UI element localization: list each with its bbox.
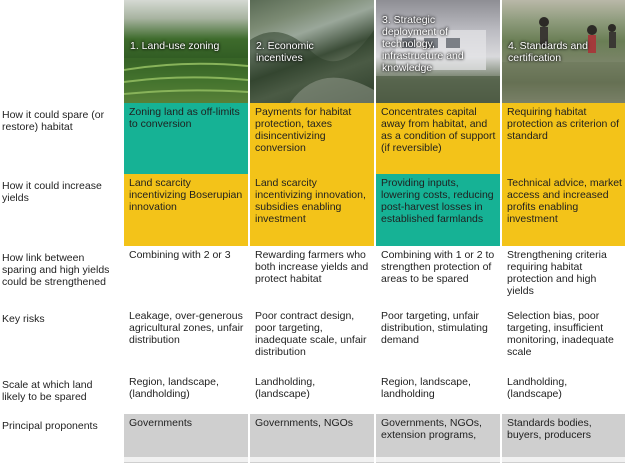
table-cell: Zoning land as off-limits to conversion — [124, 103, 248, 174]
table-cell: Standards bodies, buyers, producers — [502, 414, 625, 463]
table-cell: Region, landscape, (landholding) — [129, 376, 219, 400]
table-cell: Landholding, (landscape) — [255, 376, 316, 400]
table-cell: Landholding, (landscape) — [507, 376, 568, 400]
table-cell: Providing inputs, lowering costs, reducing post-harvest losses in established farmlands — [376, 174, 500, 246]
photo-label-1: 1. Land-use zoning — [130, 40, 220, 52]
table-cell: Leakage, over-generous agricultural zones, unfair distribution — [129, 310, 244, 346]
table-cell: Poor contract design, poor targeting, inadequate scale, unfair distribution — [255, 310, 367, 358]
table-cell: Selection bias, poor targeting, insufficient monitoring, inadequate scale — [507, 310, 614, 358]
row-label-proponents: Principal proponents — [2, 420, 98, 432]
row-label-link-strengthened: How link between sparing and high yields could be strengthened — [2, 252, 110, 288]
row-label-key-risks: Key risks — [2, 313, 45, 325]
table-cell: Payments for habitat protection, taxes disincentivizing conversion — [250, 103, 374, 174]
photo-label-3: 3. Strategic deployment of technology, infrastructure and knowledge — [382, 14, 464, 74]
table-cell: Land scarcity incentivizing Boserupian innovation — [124, 174, 248, 246]
table-cell: Poor targeting, unfair distribution, stimulating demand — [381, 310, 488, 346]
photo-technology-infrastructure — [376, 0, 500, 103]
table-cell: Rewarding farmers who both increase yields and protect habitat — [255, 249, 369, 285]
photo-standards-certification — [502, 0, 625, 103]
photo-land-use-zoning — [124, 0, 248, 103]
table-cell: Technical advice, market access and increased profits enabling investment — [502, 174, 625, 246]
row-label-scale: Scale at which land likely to be spared — [2, 379, 93, 403]
photo-economic-incentives — [250, 0, 374, 103]
table-cell: Combining with 2 or 3 — [129, 249, 231, 261]
row-label-spare-habitat: How it could spare (or restore) habitat — [2, 109, 105, 133]
photo-label-2: 2. Economic incentives — [256, 40, 314, 64]
table-cell: Strengthening criteria requiring habitat protection and high yields — [507, 249, 607, 297]
table-cell: Governments — [124, 414, 248, 463]
header-corner — [0, 0, 122, 103]
bottom-fade — [122, 457, 625, 462]
table-cell: Land scarcity incentivizing innovation, subsidies enabling investment — [250, 174, 374, 246]
table-cell: Concentrates capital away from habitat, and as a condition of support (if reversible) — [376, 103, 500, 174]
table-cell: Requiring habitat protection as criterion of standard — [502, 103, 625, 174]
table-cell: Region, landscape, landholding — [381, 376, 471, 400]
row-label-increase-yields: How it could increase yields — [2, 180, 102, 204]
table-cell: Governments, NGOs, extension programs, — [376, 414, 500, 463]
table-cell: Governments, NGOs — [250, 414, 374, 463]
photo-label-4: 4. Standards and certification — [508, 40, 588, 64]
table-cell: Combining with 1 or 2 to strengthen protection of areas to be spared — [381, 249, 495, 285]
